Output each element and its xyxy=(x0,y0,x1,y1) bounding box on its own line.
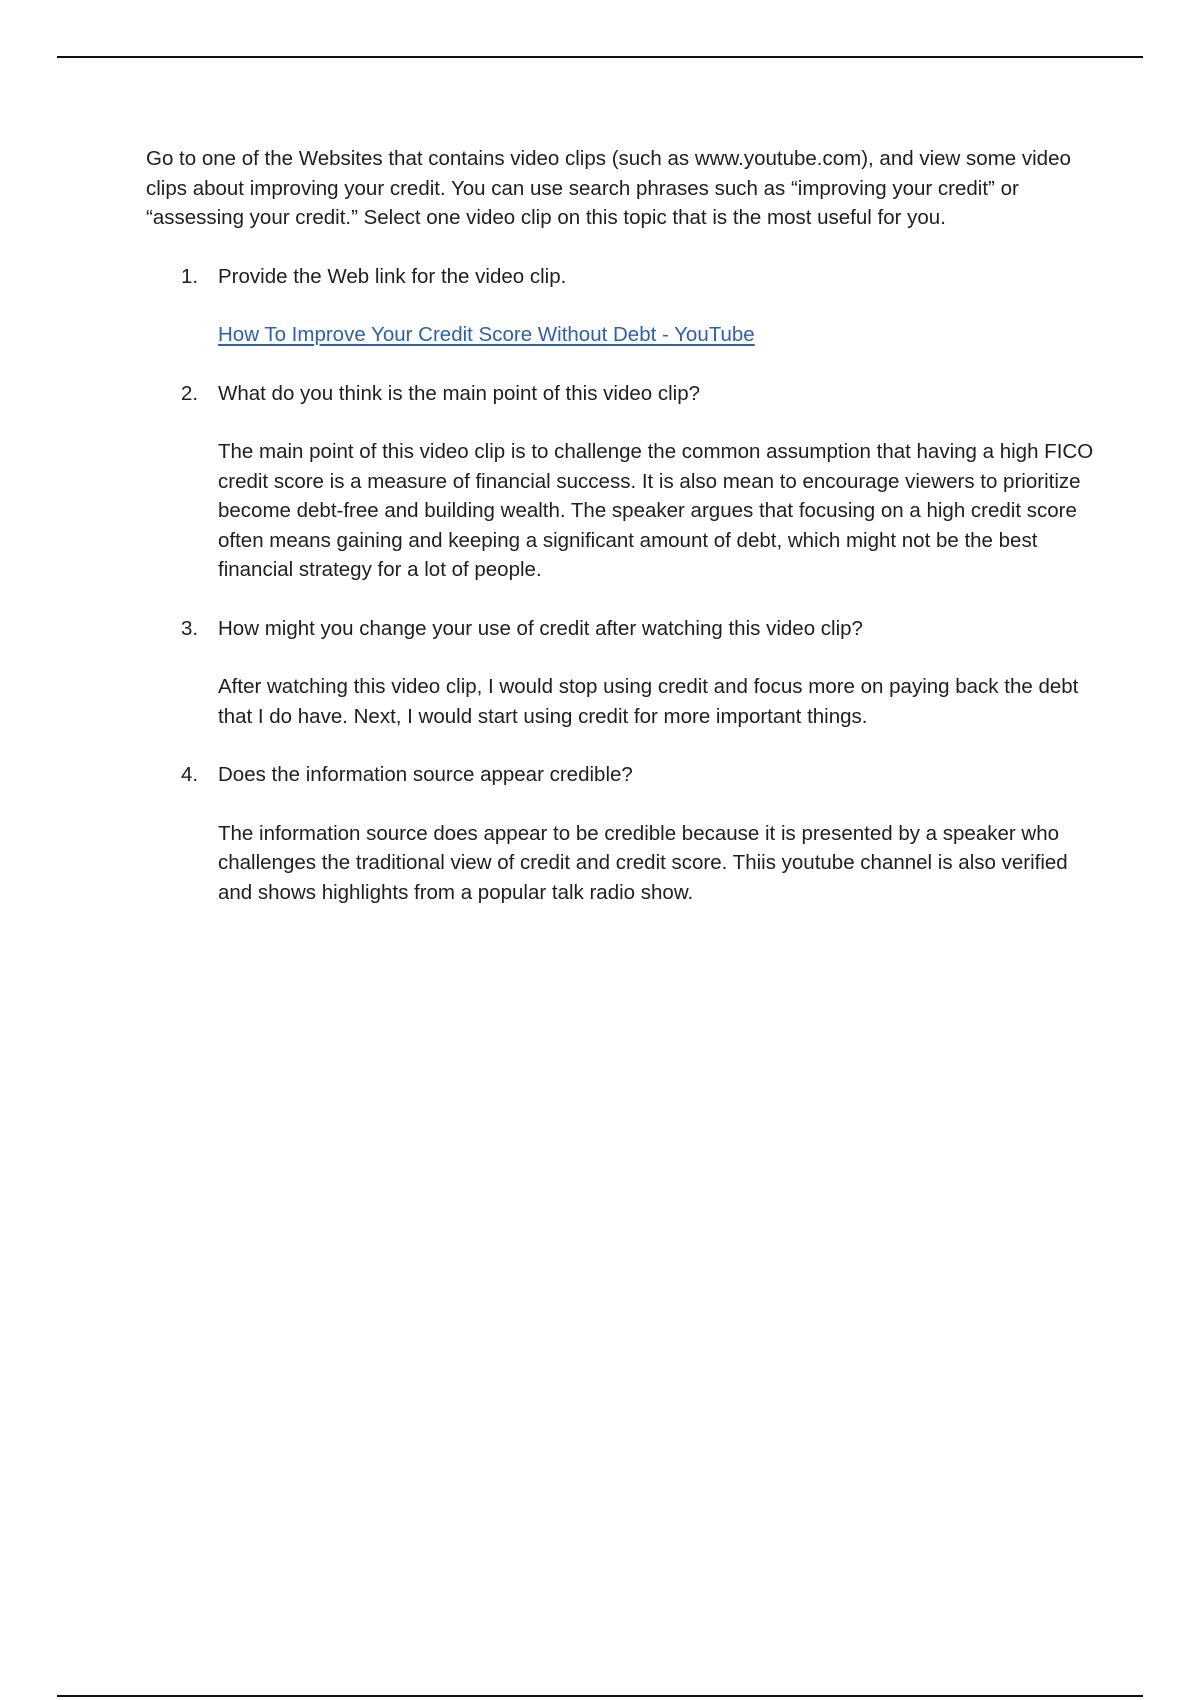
answer-text: After watching this video clip, I would stop using credit and focus more on paying back the debt that I do have. Next, I would start using credit for more important things. xyxy=(218,675,1079,728)
footer-rule xyxy=(57,1695,1143,1697)
document-body xyxy=(146,144,1096,936)
answer-block xyxy=(218,320,1096,350)
video-link[interactable]: How To Improve Your Credit Score Without Debt - YouTube xyxy=(218,323,755,346)
question-item-2 xyxy=(146,379,1096,585)
header-rule xyxy=(57,56,1143,58)
question-number: 3. xyxy=(181,616,199,640)
question-text: Does the information source appear credible? xyxy=(218,763,633,786)
question-item-3 xyxy=(146,614,1096,732)
question-text: How might you change your use of credit after watching this video clip? xyxy=(218,616,863,640)
answer-text: The main point of this video clip is to challenge the common assumption that having a high FICO credit score is a measure of financial success. It is also mean to encourage viewers to prioritize become debt-free and building wealth. The speaker argues that focusing on a high credit score often means gaining and keeping a significant amount of debt, which might not be the best financial strategy for a lot of people. xyxy=(218,440,1094,581)
question-text: What do you think is the main point of this video clip? xyxy=(218,381,701,405)
question-item-1 xyxy=(146,262,1096,350)
question-number: 2. xyxy=(181,381,199,405)
question-list xyxy=(146,262,1096,908)
question-number: 1. xyxy=(181,264,199,288)
answer-text: The information source does appear to be credible because it is presented by a speaker who challenges the traditional view of credit and credit score. Thiis youtube channel is also verified and shows highlights from a popular talk radio show. xyxy=(218,821,1068,904)
assignment-instructions: Go to one of the Websites that contains video clips (such as www.youtube.com), and view some video clips about improving your credit. You can use search phrases such as “improving your credit” or “assessing your credit.” Select one video clip on this topic that is the most useful for you. xyxy=(146,147,1071,229)
question-number: 4. xyxy=(181,763,199,786)
question-text: Provide the Web link for the video clip. xyxy=(218,264,567,288)
question-item-4 xyxy=(146,760,1096,907)
